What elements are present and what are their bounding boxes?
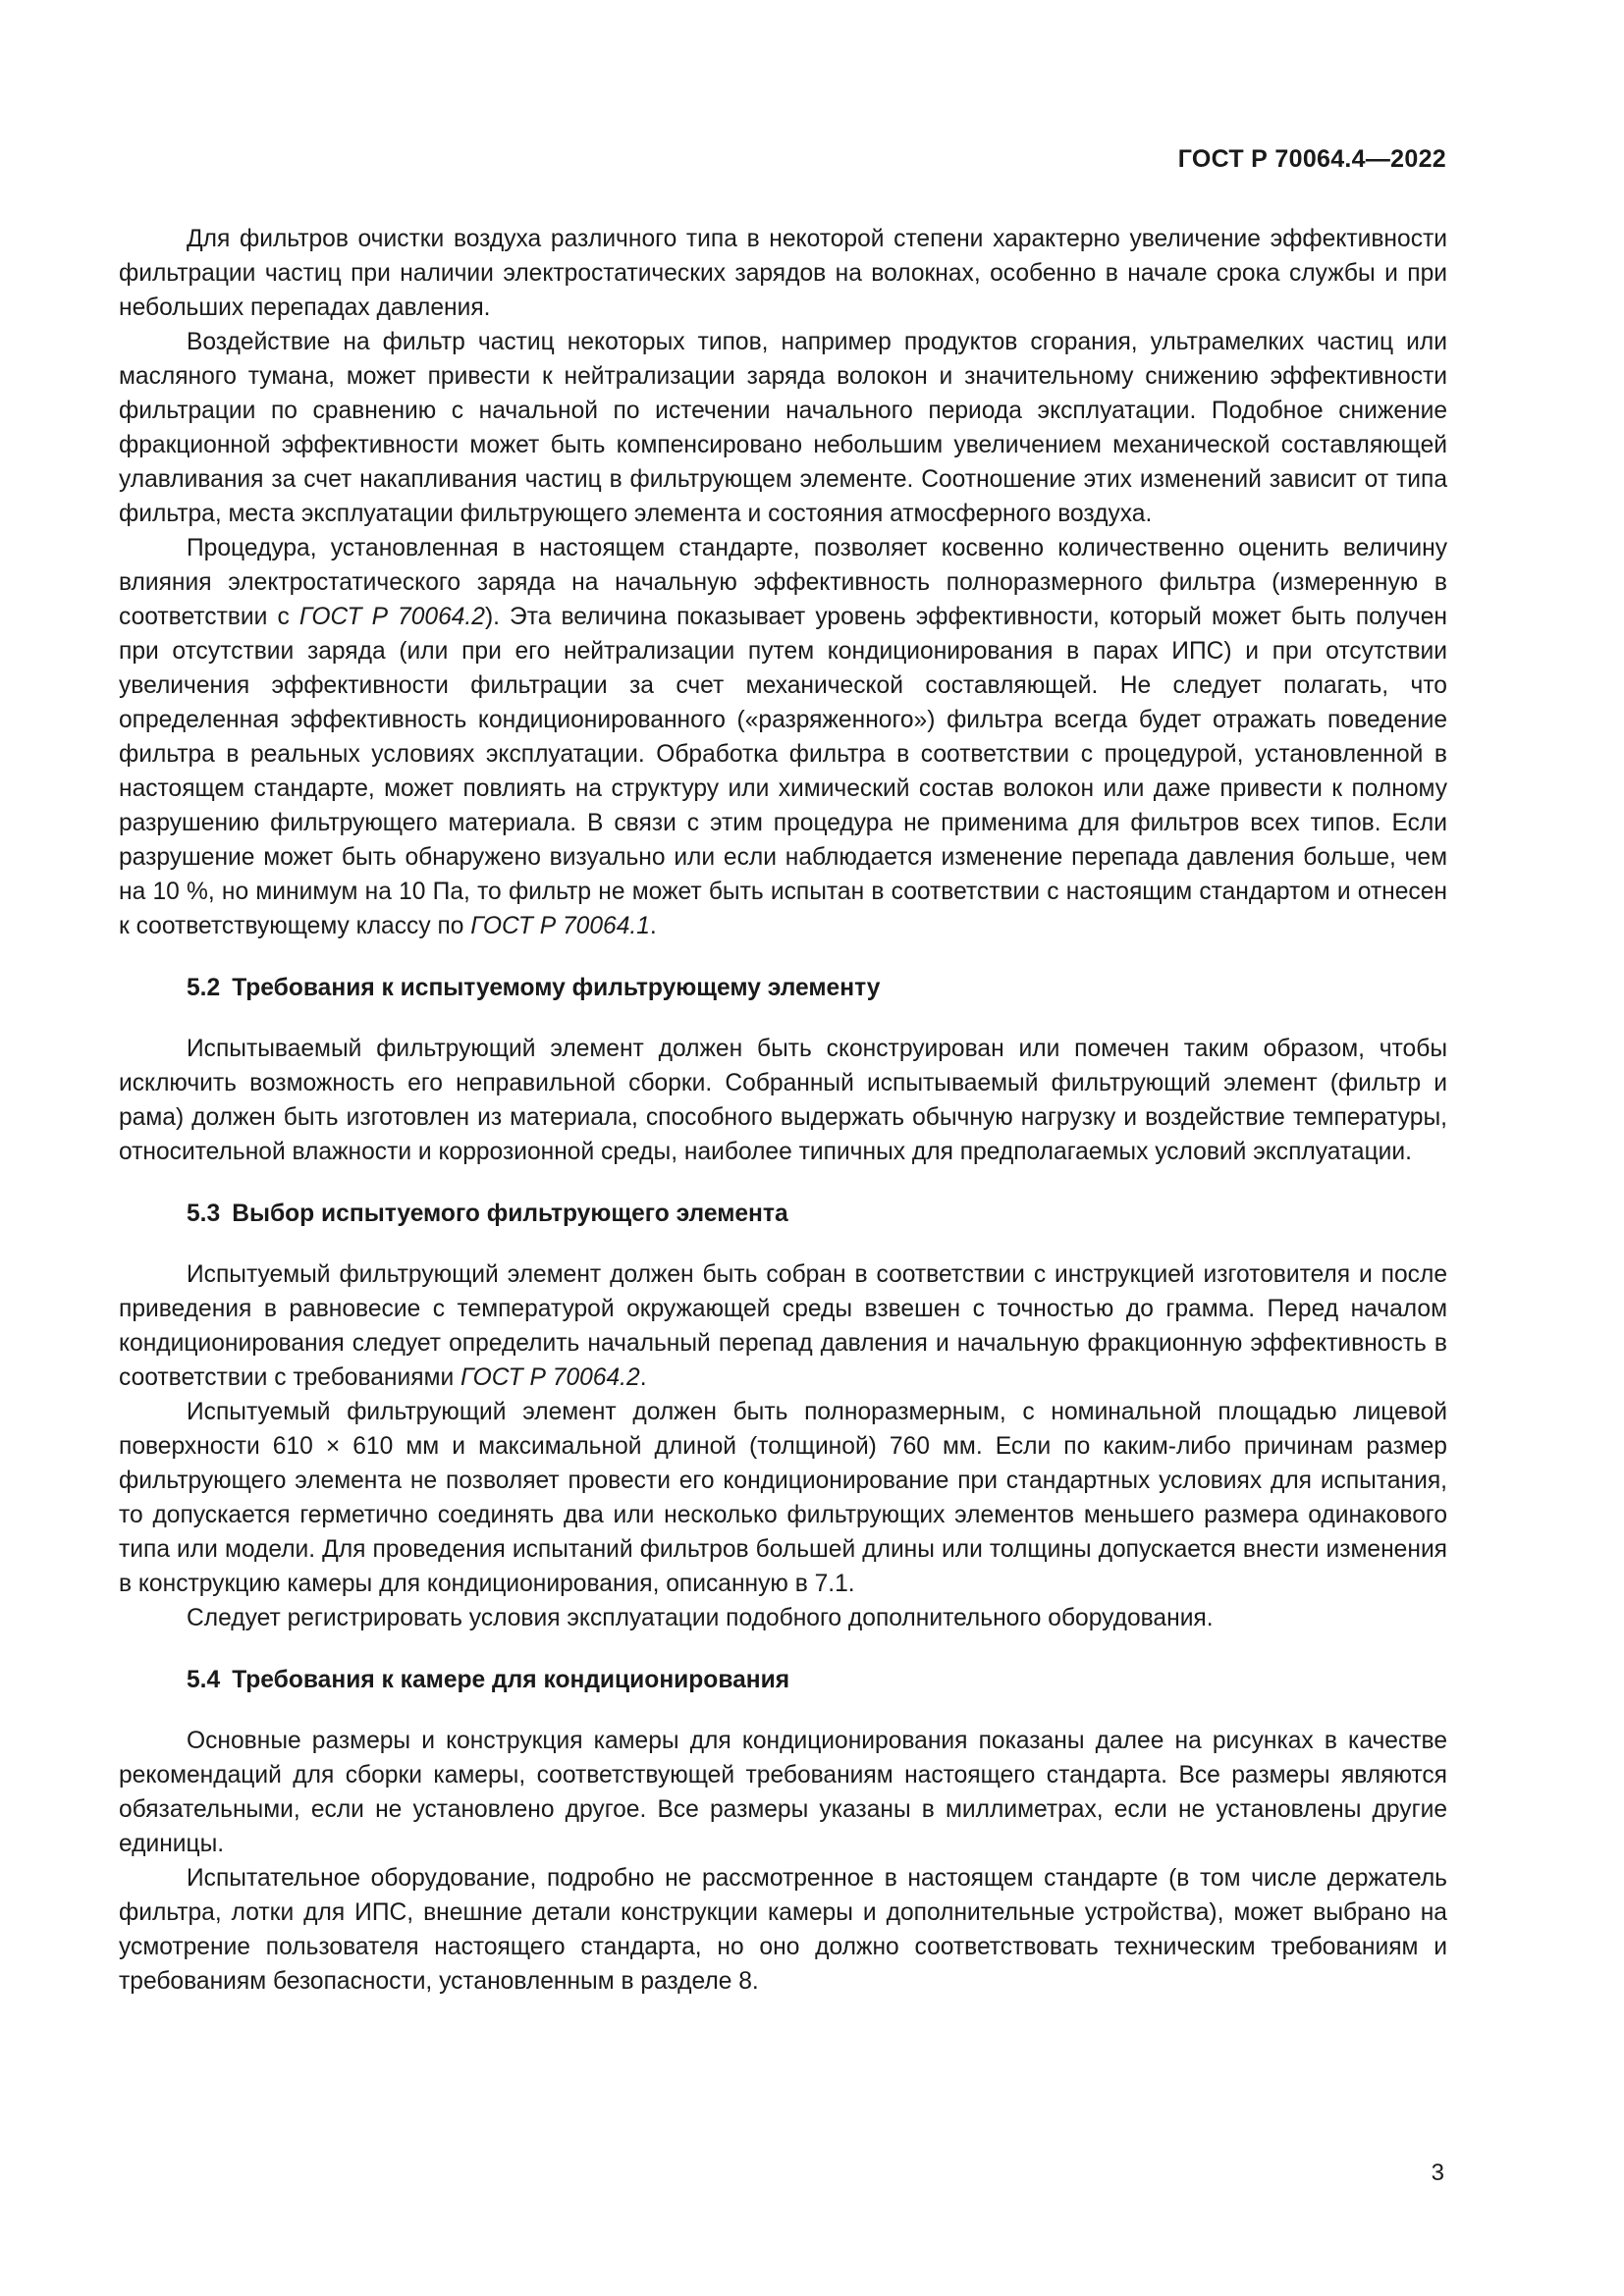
page-number: 3 xyxy=(1431,2160,1444,2186)
standard-reference: ГОСТ Р 70064.2 xyxy=(460,1364,640,1391)
section-title: Требования к камере для кондиционирования xyxy=(232,1667,790,1693)
paragraph-text: ). Эта величина показывает уровень эффективности, который может быть получен при отсутствии заряда (или при его нейтрализации путем кондиционирования в парах ИПС) и при отсутствии увеличения эффективности фильтрации за счет механической составляющей. Не следует полагать, что определенная эффективность кондиционированного («разряженного») фильтра всегда будет отражать поведение фильтра в реальных условиях эксплуатации. Обработка фильтра в соответствии с процедурой, установленной в настоящем стандарте, может повлиять на структуру или химический состав волокон или даже привести к полному разрушению фильтрующего материала. В связи с этим процедура не применима для фильтров всех типов. Если разрушение может быть обнаружено визуально или если наблюдается изменение перепада давления больше, чем на 10 %, но минимум на 10 Па, то фильтр не может быть испытан в соответствии с настоящим стандартом и отнесен к соответствующему классу по xyxy=(119,604,1448,939)
section-5-3-paragraph-1 xyxy=(119,1257,1447,1395)
paragraph-text: Испытуемый фильтрующий элемент должен быть собран в соответствии с инструкцией изготовителя и после приведения в равновесие с температурой окружающей среды взвешен с точностью до грамма. Перед началом кондиционирования следует определить начальный перепад давления и начальную фракционную эффективность в соответствии с требованиями xyxy=(119,1261,1447,1391)
section-title: Требования к испытуемому фильтрующему элементу xyxy=(232,975,881,1001)
section-number: 5.2 xyxy=(187,975,221,1001)
section-5-3-paragraph-3: Следует регистрировать условия эксплуатации подобного дополнительного оборудования. xyxy=(187,1605,1214,1631)
section-5-4-paragraph-2: Испытательное оборудование, подробно не рассмотренное в настоящем стандарте (в том числе держатель фильтра, лотки для ИПС, внешние детали конструкции камеры и дополнительные устройства), может выбрано на усмотрение пользователя настоящего стандарта, но оно должно соответствовать техническим требованиям и требованиям безопасности, установленным в разделе 8. xyxy=(119,1865,1447,1995)
section-heading-5-4 xyxy=(119,1663,1447,1697)
section-number: 5.3 xyxy=(187,1201,221,1227)
paragraph-text: Процедура, установленная в настоящем стандарте, позволяет косвенно количественно оценить величину влияния электростатического заряда на начальную эффективность полноразмерного фильтра (измеренную в соответствии с xyxy=(119,535,1447,630)
standard-reference: ГОСТ Р 70064.2 xyxy=(298,604,485,630)
standard-reference: ГОСТ Р 70064.1 xyxy=(470,913,650,939)
standard-id-header: ГОСТ Р 70064.4—2022 xyxy=(1177,145,1446,173)
section-5-2-paragraph-1: Испытываемый фильтрующий элемент должен быть сконструирован или помечен таким образом, чтобы исключить возможность его неправильной сборки. Собранный испытываемый фильтрующий элемент (фильтр и рама) должен быть изготовлен из материала, способного выдержать обычную нагрузку и воздействие температуры, относительной влажности и коррозионной среды, наиболее типичных для предполагаемых условий эксплуатации. xyxy=(119,1036,1447,1165)
intro-paragraph-2: Воздействие на фильтр частиц некоторых типов, например продуктов сгорания, ультрамелких частиц или масляного тумана, может привести к нейтрализации заряда волокон и значительному снижению эффективности фильтрации по сравнению с начальной по истечении начального периода эксплуатации. Подобное снижение фракционной эффективности может быть компенсировано небольшим увеличением механической составляющей улавливания за счет накапливания частиц в фильтрующем элементе. Соотношение этих изменений зависит от типа фильтра, места эксплуатации фильтрующего элемента и состояния атмосферного воздуха. xyxy=(119,329,1447,527)
section-5-3-paragraph-2: Испытуемый фильтрующий элемент должен быть полноразмерным, с номинальной площадью лицевой поверхности 610 × 610 мм и максимальной длиной (толщиной) 760 мм. Если по каким-либо причинам размер фильтрующего элемента не позволяет провести его кондиционирование при стандартных условиях для испытания, то допускается герметично соединять два или несколько фильтрующих элементов меньшего размера одинакового типа или модели. Для проведения испытаний фильтров большей длины или толщины допускается внести изменения в конструкцию камеры для кондиционирования, описанную в 7.1. xyxy=(119,1399,1447,1597)
paragraph-text: . xyxy=(649,913,657,939)
intro-paragraph-3 xyxy=(119,531,1447,943)
section-heading-5-2 xyxy=(119,971,1447,1005)
document-body xyxy=(119,222,1447,1999)
paragraph-text: . xyxy=(639,1364,647,1391)
section-number: 5.4 xyxy=(187,1667,221,1693)
intro-paragraph-1: Для фильтров очистки воздуха различного типа в некоторой степени характерно увеличение эффективности фильтрации частиц при наличии электростатических зарядов на волокнах, особенно в начале срока службы и при небольших перепадах давления. xyxy=(119,226,1447,321)
section-title: Выбор испытуемого фильтрующего элемента xyxy=(232,1201,788,1227)
section-heading-5-3 xyxy=(119,1197,1447,1231)
section-5-4-paragraph-1: Основные размеры и конструкция камеры для кондиционирования показаны далее на рисунках в качестве рекомендаций для сборки камеры, соответствующей требованиям настоящего стандарта. Все размеры являются обязательными, если не установлено другое. Все размеры указаны в миллиметрах, если не установлены другие единицы. xyxy=(119,1728,1447,1857)
